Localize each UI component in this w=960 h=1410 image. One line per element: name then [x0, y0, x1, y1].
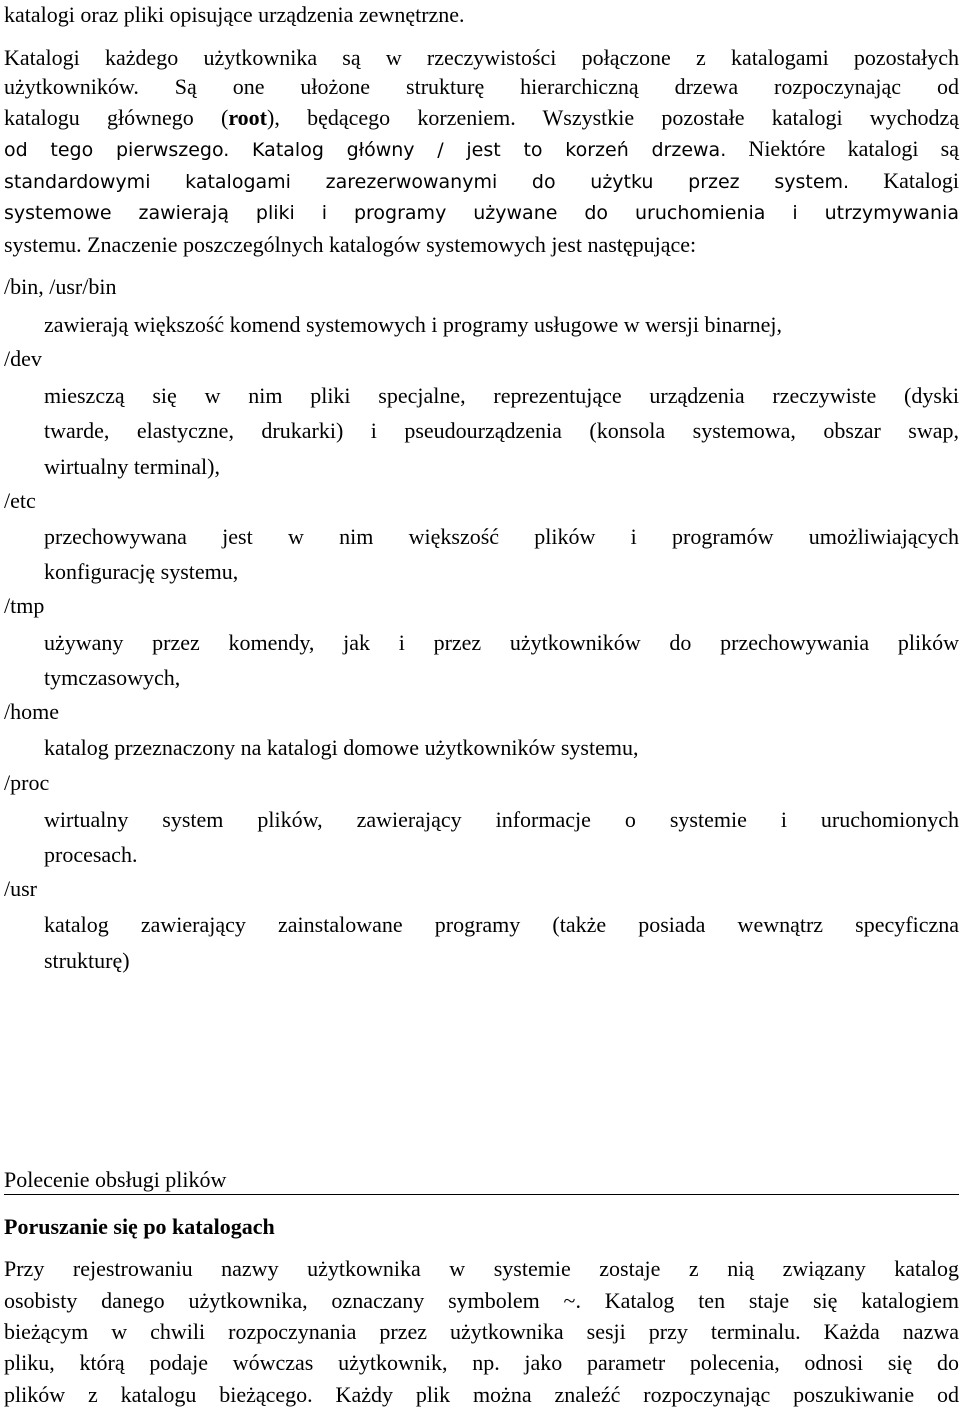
text-line [4, 103, 959, 133]
text-line [4, 134, 959, 165]
dir-term-home: /home [4, 699, 59, 724]
text-line: pliku, którą podaje wówczas użytkownik, np. jako parametr polecenia, odnosi się do [4, 1350, 959, 1375]
text-line: użytkowników. Są one ułożone strukturę hierarchiczną drzewa rozpoczynając od [4, 74, 959, 99]
text-fragment: standardowymi katalogami zarezerwowanymi do użytku przez system. [4, 171, 850, 193]
section-divider [4, 1194, 959, 1195]
text-fragment: ), będącego korzeniem. Wszystkie pozostałe katalogi wychodzą [267, 105, 959, 130]
dir-term-tmp: /tmp [4, 593, 45, 618]
text-line: katalogi oraz pliki opisujące urządzenia zewnętrzne. [4, 2, 465, 27]
dir-desc-line: procesach. [44, 842, 138, 867]
dir-desc-line: zawierają większość komend systemowych i programy usługowe w wersji binarnej, [44, 312, 783, 337]
root-term: root [228, 105, 268, 130]
dir-desc-line: katalog przeznaczony na katalogi domowe użytkowników systemu, [44, 735, 639, 760]
dir-desc-line: konfigurację systemu, [44, 559, 239, 584]
text-line: Katalogi każdego użytkownika są w rzeczywistości połączone z katalogami pozostałych [4, 45, 959, 70]
text-line: bieżącym w chwili rozpoczynania przez użytkownika sesji przy terminalu. Każda nazwa [4, 1319, 959, 1344]
text-line: systemu. Znaczenie poszczególnych katalogów systemowych jest następujące: [4, 232, 697, 257]
dir-term-usr: /usr [4, 876, 37, 901]
section-title: Polecenie obsługi plików [4, 1167, 227, 1192]
dir-term-dev: /dev [4, 346, 42, 371]
dir-term-bin: /bin, /usr/bin [4, 274, 117, 299]
dir-desc-line: twarde, elastyczne, drukarki) i pseudourządzenia (konsola systemowa, obszar swap, [44, 418, 959, 443]
dir-desc-line: używany przez komendy, jak i przez użytkowników do przechowywania plików [44, 630, 959, 655]
text-line: systemowe zawierają pliki i programy używane do uruchomienia i utrzymywania [4, 202, 959, 224]
text-line: Przy rejestrowaniu nazwy użytkownika w systemie zostaje z nią związany katalog [4, 1256, 959, 1281]
text-line: plików z katalogu bieżącego. Każdy plik można znaleźć rozpoczynając poszukiwanie od [4, 1382, 959, 1407]
section-subtitle: Poruszanie się po katalogach [4, 1214, 275, 1239]
dir-desc-line: przechowywana jest w nim większość plików i programów umożliwiających [44, 524, 959, 549]
dir-desc-line: katalog zawierający zainstalowane programy (także posiada wewnątrz specyficzna [44, 912, 959, 937]
dir-desc-line: wirtualny terminal), [44, 454, 220, 479]
text-fragment: katalogu głównego ( [4, 105, 229, 130]
dir-term-proc: /proc [4, 770, 50, 795]
dir-desc-line: tymczasowych, [44, 665, 181, 690]
dir-desc-line: mieszczą się w nim pliki specjalne, reprezentujące urządzenia rzeczywiste (dyski [44, 383, 959, 408]
dir-desc-line: wirtualny system plików, zawierający informacje o systemie i uruchomionych [44, 807, 959, 832]
text-line [4, 166, 959, 197]
text-fragment: Katalogi [849, 168, 959, 193]
dir-term-etc: /etc [4, 488, 36, 513]
dir-desc-line: strukturę) [44, 948, 130, 973]
text-line: osobisty danego użytkownika, oznaczany symbolem ~. Katalog ten staje się katalogiem [4, 1288, 959, 1313]
text-fragment: od tego pierwszego. Katalog główny / jest to korzeń drzewa. [4, 139, 727, 161]
text-fragment: Niektóre katalogi są [726, 136, 959, 161]
